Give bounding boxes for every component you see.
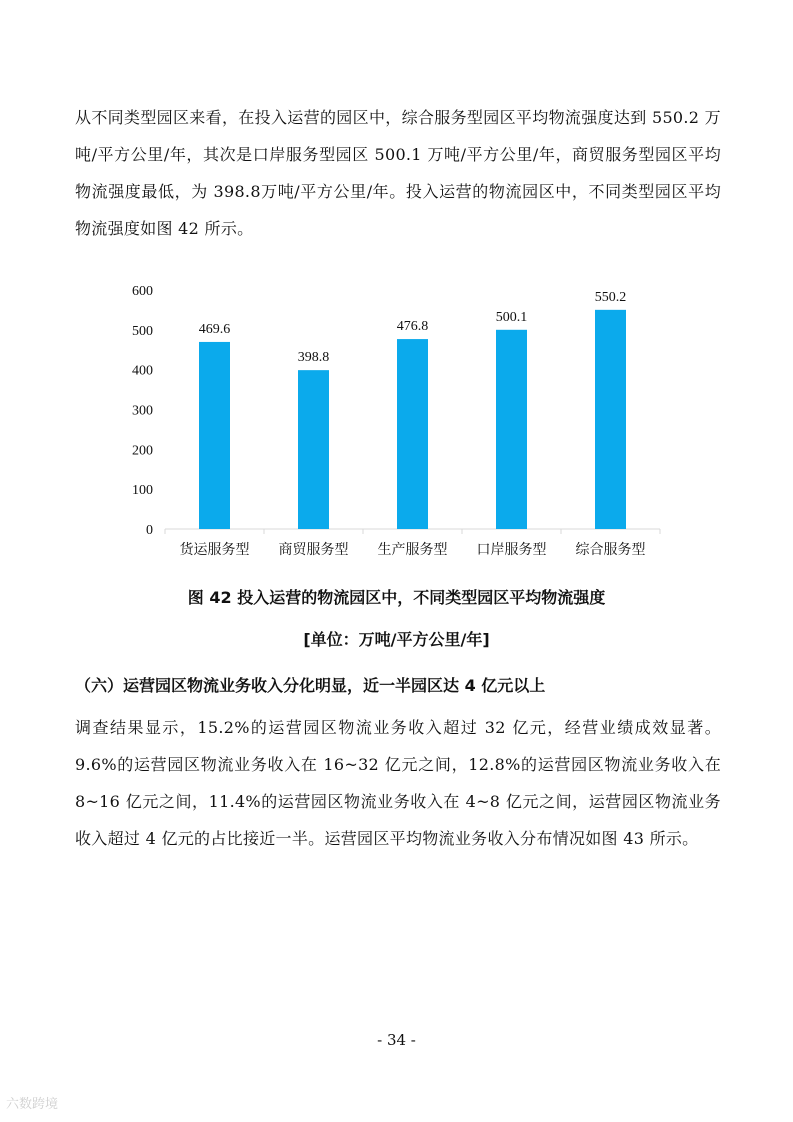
bar [397, 339, 428, 529]
bar [595, 310, 626, 529]
watermark: 六数跨境 [6, 1097, 59, 1112]
category-label: 生产服务型 [377, 542, 448, 558]
y-axis [132, 284, 153, 538]
y-tick-label: 500 [132, 323, 153, 339]
x-axis [165, 529, 660, 558]
y-tick-label: 600 [132, 284, 153, 299]
intro-paragraph: 从不同类型园区来看，在投入运营的园区中，综合服务型园区平均物流强度达到 550.2 万吨/平方公里/年，其次是口岸服务型园区 500.1 万吨/平方公里/年，商贸服务型园区平均物流强度最低，为 398.8万吨/平方公里/年。投入运营的物流园区中，不同类型园区平均物流强度如图 42 所示。 [75, 108, 721, 238]
data-label: 500.1 [495, 309, 528, 325]
category-label: 综合服务型 [575, 542, 646, 558]
category-label: 货运服务型 [179, 542, 250, 558]
data-label: 469.6 [198, 321, 231, 337]
y-tick-label: 400 [132, 363, 153, 379]
category-label: 口岸服务型 [476, 542, 547, 558]
revenue-paragraph: 调查结果显示，15.2%的运营园区物流业务收入超过 32 亿元，经营业绩成效显著。9.6%的运营园区物流业务收入在 16~32 亿元之间，12.8%的运营园区物流业务收入在 8~16 亿元之间，11.4%的运营园区物流业务收入在 4~8 亿元之间，运营园区物流业务收入超过 4 亿元的占比接近一半。运营园区平均物流业务收入分布情况如图 43 所示。 [75, 718, 721, 848]
bar [199, 342, 230, 529]
y-tick-label: 100 [132, 483, 153, 499]
page-number: - 34 - [377, 1031, 416, 1049]
data-label: 476.8 [396, 319, 429, 335]
bar [496, 330, 527, 529]
category-label: 商贸服务型 [278, 542, 349, 558]
bar [298, 370, 329, 529]
section-heading: （六）运营园区物流业务收入分化明显，近一半园区达 4 亿元以上 [75, 676, 546, 695]
bar-chart [115, 280, 675, 565]
bar-series [199, 290, 627, 529]
y-tick-label: 200 [132, 443, 153, 459]
figure-caption: 图 42 投入运营的物流园区中，不同类型园区平均物流强度 [187, 588, 606, 607]
unit-caption: [单位：万吨/平方公里/年] [303, 630, 490, 649]
data-label: 550.2 [594, 289, 627, 305]
y-tick-label: 300 [132, 403, 153, 419]
data-label: 398.8 [297, 350, 330, 366]
y-tick-label: 0 [146, 523, 153, 538]
